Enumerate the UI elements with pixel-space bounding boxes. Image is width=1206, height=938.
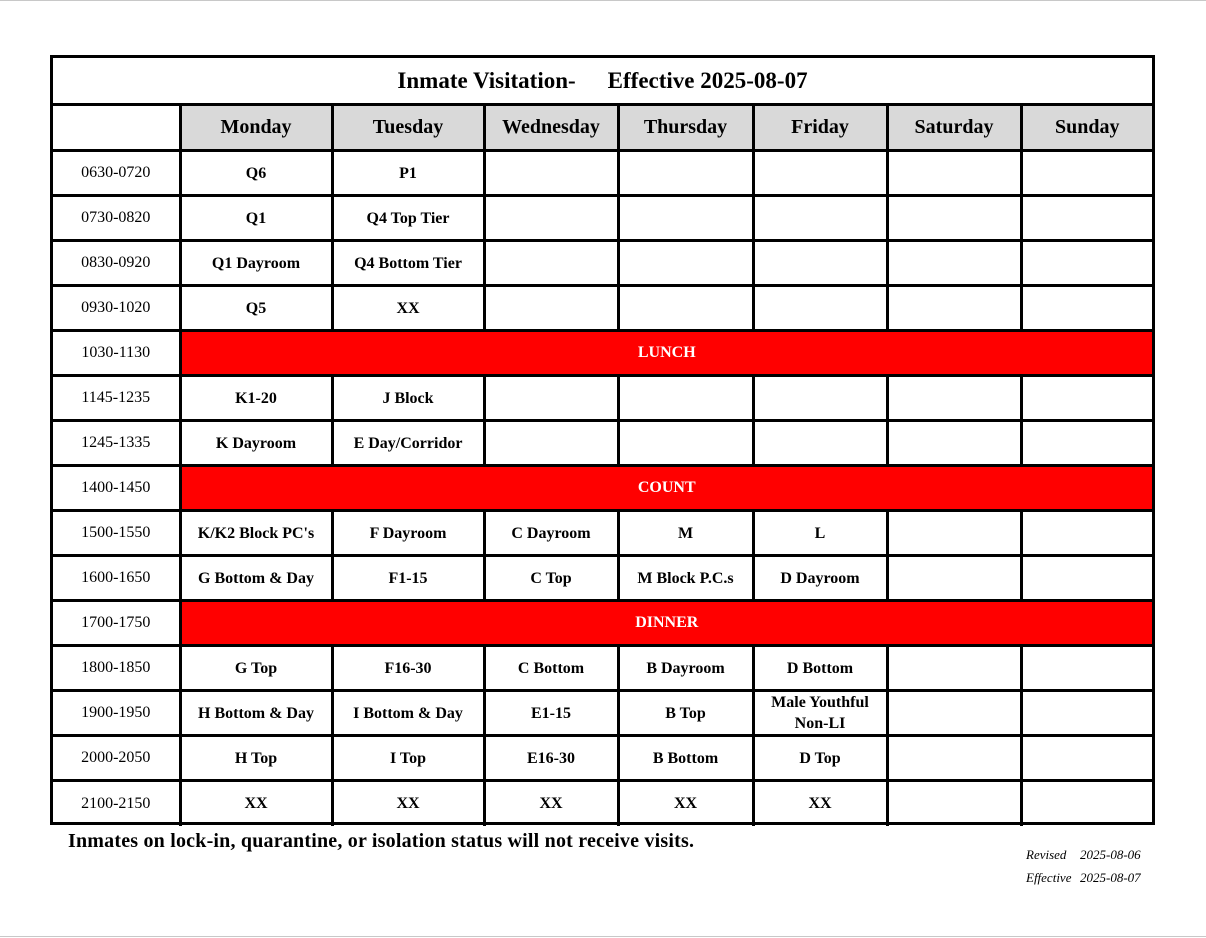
time-slot: 1145-1235: [53, 376, 180, 421]
schedule-cell-thursday: [618, 376, 753, 421]
time-slot: 1900-1950: [53, 691, 180, 736]
time-slot-row: [53, 151, 1152, 196]
time-slot: 1400-1450: [53, 466, 180, 511]
banner-row-count: [53, 466, 1152, 511]
revision-info: [1026, 843, 1141, 889]
effective-date: 2025-08-07: [1080, 870, 1141, 885]
schedule-cell-saturday: [887, 736, 1021, 781]
schedule-cell-sunday: [1021, 421, 1152, 466]
page-bottom-rule: [0, 936, 1206, 937]
schedule-cell-tuesday: E Day/Corridor: [332, 421, 484, 466]
revised-line: [1026, 843, 1141, 866]
schedule-cell-thursday: M Block P.C.s: [618, 556, 753, 601]
schedule-cell-saturday: [887, 556, 1021, 601]
schedule-cell-friday: [753, 151, 887, 196]
time-slot: 1500-1550: [53, 511, 180, 556]
schedule-cell-tuesday: F1-15: [332, 556, 484, 601]
schedule-cell-sunday: [1021, 376, 1152, 421]
lock-in-notice: Inmates on lock-in, quarantine, or isolation status will not receive visits.: [68, 830, 695, 852]
schedule-table: [53, 103, 1152, 826]
schedule-cell-sunday: [1021, 151, 1152, 196]
schedule-cell-tuesday: Q4 Top Tier: [332, 196, 484, 241]
time-slot-row: [53, 646, 1152, 691]
schedule-cell-monday: Q6: [180, 151, 332, 196]
schedule-cell-sunday: [1021, 736, 1152, 781]
day-header-sunday: Sunday: [1021, 105, 1152, 151]
schedule-cell-saturday: [887, 196, 1021, 241]
schedule-cell-tuesday: I Bottom & Day: [332, 691, 484, 736]
schedule-cell-sunday: [1021, 691, 1152, 736]
schedule-cell-monday: H Top: [180, 736, 332, 781]
schedule-cell-wednesday: [484, 286, 618, 331]
schedule-cell-wednesday: XX: [484, 781, 618, 826]
time-slot: 0930-1020: [53, 286, 180, 331]
time-slot: 0730-0820: [53, 196, 180, 241]
time-slot: 2100-2150: [53, 781, 180, 826]
schedule-cell-monday: K Dayroom: [180, 421, 332, 466]
schedule-cell-friday: D Dayroom: [753, 556, 887, 601]
time-slot-row: [53, 556, 1152, 601]
schedule-cell-tuesday: P1: [332, 151, 484, 196]
schedule-title: [53, 58, 1152, 103]
schedule-cell-saturday: [887, 241, 1021, 286]
schedule-cell-saturday: [887, 511, 1021, 556]
time-slot-row: [53, 691, 1152, 736]
schedule-cell-wednesday: [484, 421, 618, 466]
schedule-cell-sunday: [1021, 781, 1152, 826]
day-header-saturday: Saturday: [887, 105, 1021, 151]
time-slot-row: [53, 421, 1152, 466]
schedule-cell-sunday: [1021, 646, 1152, 691]
banner-row-lunch: [53, 331, 1152, 376]
schedule-cell-wednesday: C Bottom: [484, 646, 618, 691]
day-header-friday: Friday: [753, 105, 887, 151]
schedule-cell-thursday: M: [618, 511, 753, 556]
effective-label: Effective: [1026, 870, 1072, 885]
revised-label: Revised: [1026, 847, 1067, 862]
schedule-cell-tuesday: F Dayroom: [332, 511, 484, 556]
banner-row-dinner: [53, 601, 1152, 646]
schedule-cell-tuesday: F16-30: [332, 646, 484, 691]
time-slot-row: [53, 286, 1152, 331]
schedule-cell-monday: Q1 Dayroom: [180, 241, 332, 286]
schedule-cell-sunday: [1021, 241, 1152, 286]
page-top-rule: [0, 0, 1206, 1]
schedule-cell-thursday: B Dayroom: [618, 646, 753, 691]
schedule-cell-tuesday: XX: [332, 286, 484, 331]
schedule-cell-sunday: [1021, 511, 1152, 556]
schedule-cell-monday: G Top: [180, 646, 332, 691]
schedule-cell-friday: [753, 286, 887, 331]
schedule-cell-thursday: [618, 241, 753, 286]
schedule-cell-wednesday: [484, 241, 618, 286]
title-effective: Effective 2025-08-07: [607, 67, 808, 93]
time-slot: 1600-1650: [53, 556, 180, 601]
schedule-cell-wednesday: C Top: [484, 556, 618, 601]
schedule-cell-friday: [753, 376, 887, 421]
revised-date: 2025-08-06: [1080, 847, 1141, 862]
schedule-cell-saturday: [887, 781, 1021, 826]
visitation-schedule: [50, 55, 1155, 825]
schedule-cell-thursday: [618, 151, 753, 196]
schedule-cell-saturday: [887, 376, 1021, 421]
schedule-cell-saturday: [887, 286, 1021, 331]
schedule-cell-thursday: B Top: [618, 691, 753, 736]
schedule-cell-sunday: [1021, 196, 1152, 241]
day-header-monday: Monday: [180, 105, 332, 151]
schedule-cell-sunday: [1021, 556, 1152, 601]
title-main: Inmate Visitation-: [397, 67, 576, 93]
schedule-cell-tuesday: J Block: [332, 376, 484, 421]
time-slot: 1030-1130: [53, 331, 180, 376]
time-slot-row: [53, 781, 1152, 826]
time-slot: 2000-2050: [53, 736, 180, 781]
schedule-cell-saturday: [887, 646, 1021, 691]
time-slot-row: [53, 376, 1152, 421]
schedule-cell-wednesday: E16-30: [484, 736, 618, 781]
day-header-wednesday: Wednesday: [484, 105, 618, 151]
schedule-cell-monday: Q5: [180, 286, 332, 331]
schedule-cell-monday: G Bottom & Day: [180, 556, 332, 601]
schedule-cell-wednesday: E1-15: [484, 691, 618, 736]
corner-cell: [53, 105, 180, 151]
lunch-banner: LUNCH: [180, 331, 1152, 376]
dinner-banner: DINNER: [180, 601, 1152, 646]
schedule-cell-friday: [753, 421, 887, 466]
schedule-cell-thursday: [618, 196, 753, 241]
time-slot: 0630-0720: [53, 151, 180, 196]
day-header-thursday: Thursday: [618, 105, 753, 151]
schedule-cell-saturday: [887, 691, 1021, 736]
schedule-cell-friday: [753, 196, 887, 241]
time-slot: 0830-0920: [53, 241, 180, 286]
schedule-cell-thursday: [618, 421, 753, 466]
schedule-cell-friday: D Top: [753, 736, 887, 781]
time-slot-row: [53, 511, 1152, 556]
time-slot-row: [53, 241, 1152, 286]
schedule-cell-thursday: B Bottom: [618, 736, 753, 781]
schedule-cell-wednesday: [484, 376, 618, 421]
time-slot: 1700-1750: [53, 601, 180, 646]
time-slot: 1800-1850: [53, 646, 180, 691]
count-banner: COUNT: [180, 466, 1152, 511]
schedule-cell-friday: L: [753, 511, 887, 556]
day-header-row: [53, 105, 1152, 151]
schedule-cell-tuesday: XX: [332, 781, 484, 826]
schedule-cell-friday: Male Youthful Non-LI: [753, 691, 887, 736]
schedule-cell-saturday: [887, 151, 1021, 196]
schedule-cell-thursday: [618, 286, 753, 331]
schedule-cell-wednesday: [484, 151, 618, 196]
schedule-cell-sunday: [1021, 286, 1152, 331]
schedule-cell-friday: XX: [753, 781, 887, 826]
effective-line: [1026, 866, 1141, 889]
time-slot-row: [53, 736, 1152, 781]
schedule-cell-thursday: XX: [618, 781, 753, 826]
day-header-tuesday: Tuesday: [332, 105, 484, 151]
schedule-cell-tuesday: I Top: [332, 736, 484, 781]
schedule-cell-monday: H Bottom & Day: [180, 691, 332, 736]
schedule-cell-monday: XX: [180, 781, 332, 826]
time-slot-row: [53, 196, 1152, 241]
schedule-cell-tuesday: Q4 Bottom Tier: [332, 241, 484, 286]
schedule-cell-friday: [753, 241, 887, 286]
schedule-cell-monday: K1-20: [180, 376, 332, 421]
time-slot: 1245-1335: [53, 421, 180, 466]
schedule-cell-friday: D Bottom: [753, 646, 887, 691]
schedule-cell-monday: K/K2 Block PC's: [180, 511, 332, 556]
schedule-cell-wednesday: [484, 196, 618, 241]
schedule-cell-wednesday: C Dayroom: [484, 511, 618, 556]
schedule-cell-monday: Q1: [180, 196, 332, 241]
schedule-cell-saturday: [887, 421, 1021, 466]
